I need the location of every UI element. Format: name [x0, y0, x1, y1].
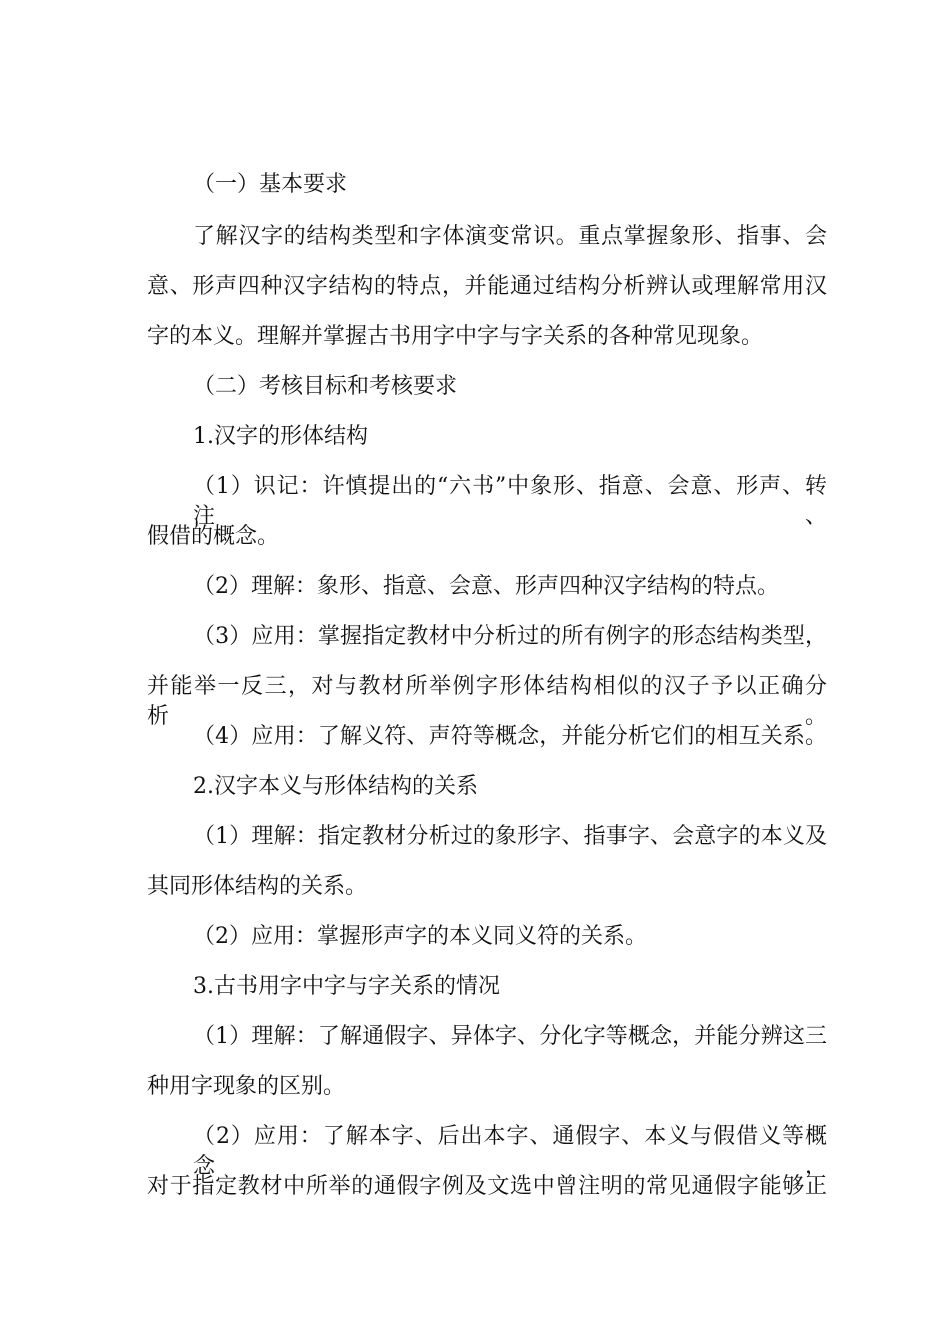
sub1-heading: 1.汉字的形体结构 [193, 424, 368, 449]
sub3-heading: 3.古书用字中字与字关系的情况 [193, 974, 500, 999]
sub1-item1-line1: （1）识记：许慎提出的“六书”中象形、指意、会意、形声、转注、 [193, 474, 827, 529]
sub1-item3-line1: （3）应用：掌握指定教材中分析过的所有例字的形态结构类型， [193, 624, 827, 649]
sub1-item4: （4）应用：了解义符、声符等概念，并能分析它们的相互关系。 [193, 724, 827, 749]
section1-paragraph-line3: 字的本义。理解并掌握古书用字中字与字关系的各种常见现象。 [147, 324, 764, 349]
sub3-item1-line1: （1）理解：了解通假字、异体字、分化字等概念，并能分辨这三 [193, 1024, 827, 1049]
section1-paragraph-line2: 意、形声四种汉字结构的特点，并能通过结构分析辨认或理解常用汉 [147, 274, 827, 299]
sub1-item1-line2: 假借的概念。 [147, 524, 280, 549]
sub3-item2-line1: （2）应用：了解本字、后出本字、通假字、本义与假借义等概念， [193, 1124, 827, 1179]
sub1-item2: （2）理解：象形、指意、会意、形声四种汉字结构的特点。 [193, 574, 779, 599]
sub2-item2: （2）应用：掌握形声字的本义同义符的关系。 [193, 924, 647, 949]
sub2-item1-line1: （1）理解：指定教材分析过的象形字、指事字、会意字的本义及 [193, 824, 827, 849]
section1-paragraph-line1: 了解汉字的结构类型和字体演变常识。重点掌握象形、指事、会 [193, 224, 827, 249]
sub2-heading: 2.汉字本义与形体结构的关系 [193, 774, 478, 799]
sub1-item3-line2: 并能举一反三，对与教材所举例字形体结构相似的汉子予以正确分析。 [147, 674, 827, 729]
sub3-item1-line2: 种用字现象的区别。 [147, 1074, 346, 1099]
sub3-item2-line2: 对于指定教材中所举的通假字例及文选中曾注明的常见通假字能够正 [147, 1174, 827, 1199]
section2-heading: （二）考核目标和考核要求 [193, 374, 458, 399]
sub2-item1-line2: 其同形体结构的关系。 [147, 874, 368, 899]
section1-heading: （一）基本要求 [193, 172, 348, 197]
